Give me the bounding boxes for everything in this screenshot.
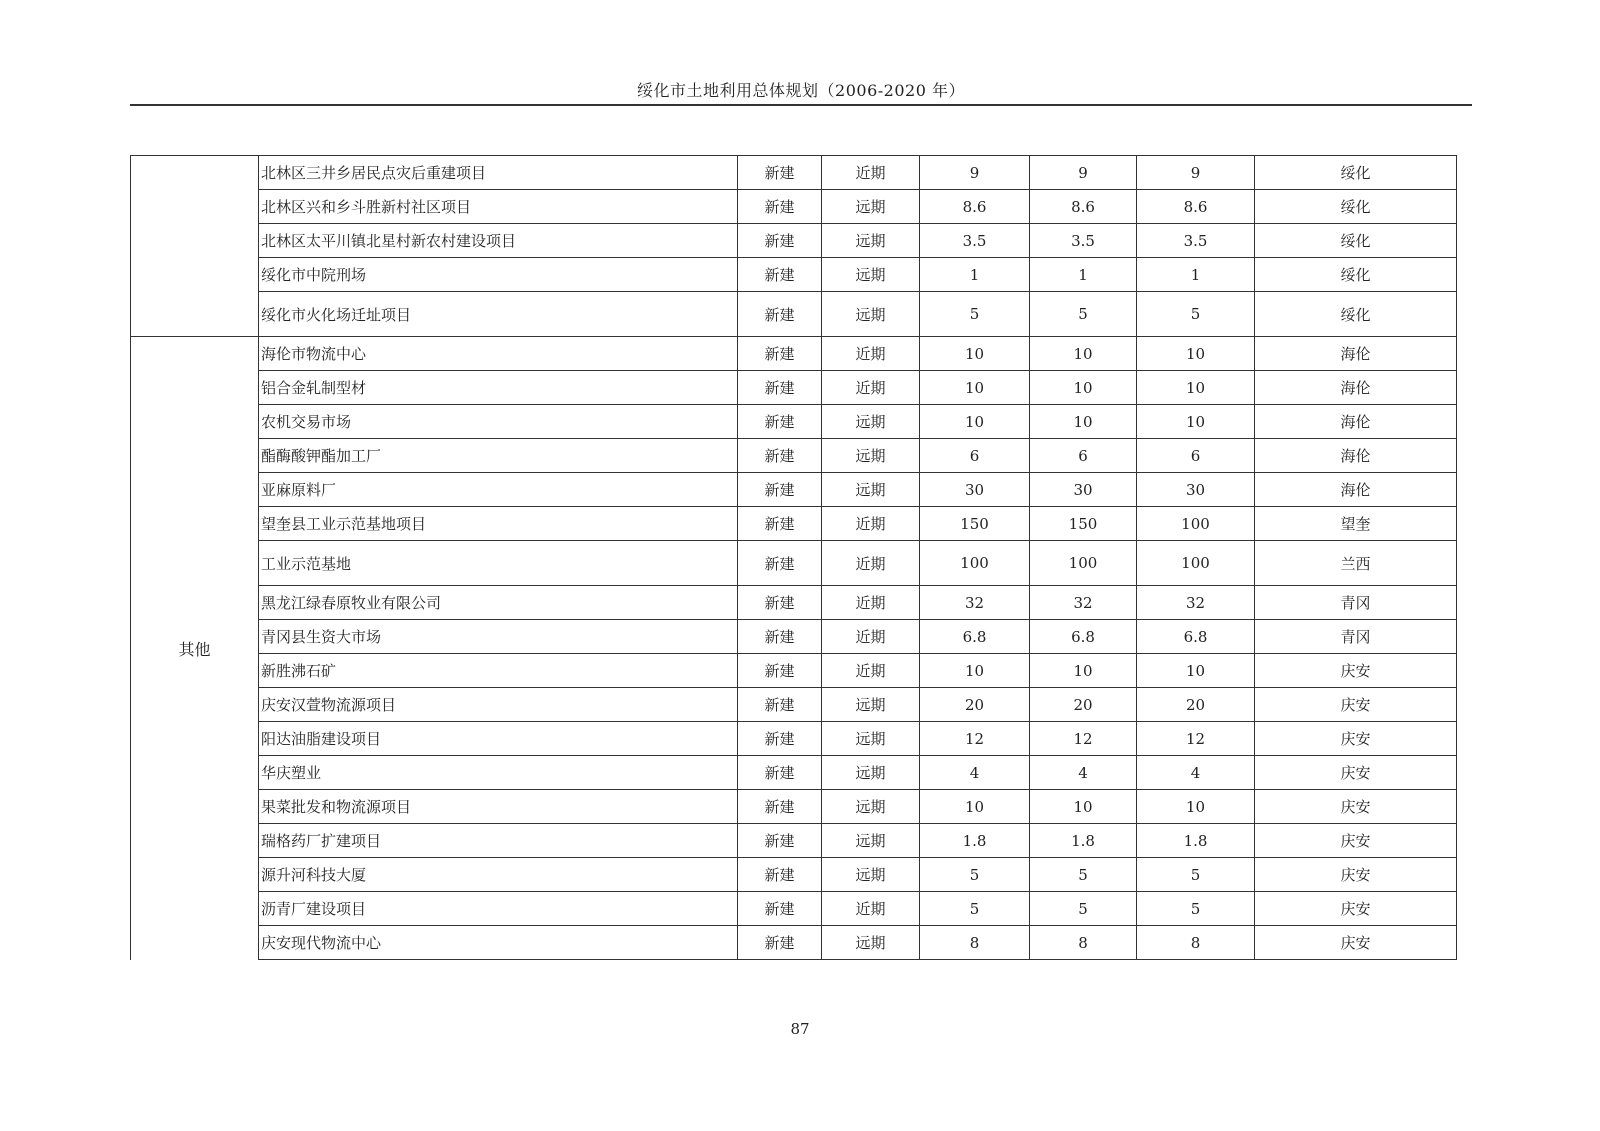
area-total-cell: 1.8 [920, 824, 1030, 858]
table-row [131, 756, 1457, 790]
construction-type-cell: 新建 [738, 258, 822, 292]
area-new-cell: 150 [1030, 507, 1137, 541]
project-name-cell: 酯酶酸钾酯加工厂 [259, 439, 738, 473]
period-cell: 近期 [822, 541, 920, 586]
project-name-cell: 亚麻原料厂 [259, 473, 738, 507]
area-total-cell: 12 [920, 722, 1030, 756]
period-cell: 远期 [822, 756, 920, 790]
area-farmland-cell: 5 [1137, 858, 1255, 892]
construction-type-cell: 新建 [738, 405, 822, 439]
project-table [130, 155, 1457, 960]
construction-type-cell: 新建 [738, 473, 822, 507]
table-row [131, 858, 1457, 892]
project-name-cell: 阳达油脂建设项目 [259, 722, 738, 756]
area-total-cell: 1 [920, 258, 1030, 292]
area-new-cell: 32 [1030, 586, 1137, 620]
area-farmland-cell: 12 [1137, 722, 1255, 756]
region-cell: 青冈 [1255, 586, 1457, 620]
project-name-cell: 沥青厂建设项目 [259, 892, 738, 926]
area-new-cell: 10 [1030, 337, 1137, 371]
construction-type-cell: 新建 [738, 688, 822, 722]
area-new-cell: 5 [1030, 892, 1137, 926]
area-farmland-cell: 5 [1137, 292, 1255, 337]
category-cell [131, 156, 259, 337]
table-row [131, 586, 1457, 620]
construction-type-cell: 新建 [738, 224, 822, 258]
period-cell: 近期 [822, 156, 920, 190]
construction-type-cell: 新建 [738, 190, 822, 224]
table-row [131, 258, 1457, 292]
area-new-cell: 10 [1030, 790, 1137, 824]
area-total-cell: 30 [920, 473, 1030, 507]
region-cell: 海伦 [1255, 439, 1457, 473]
table-row [131, 507, 1457, 541]
area-farmland-cell: 10 [1137, 371, 1255, 405]
construction-type-cell: 新建 [738, 371, 822, 405]
area-farmland-cell: 8 [1137, 926, 1255, 960]
area-total-cell: 5 [920, 892, 1030, 926]
area-total-cell: 8.6 [920, 190, 1030, 224]
area-total-cell: 20 [920, 688, 1030, 722]
area-new-cell: 20 [1030, 688, 1137, 722]
period-cell: 近期 [822, 654, 920, 688]
construction-type-cell: 新建 [738, 790, 822, 824]
area-farmland-cell: 20 [1137, 688, 1255, 722]
area-farmland-cell: 1.8 [1137, 824, 1255, 858]
region-cell: 庆安 [1255, 654, 1457, 688]
project-name-cell: 庆安汉萱物流源项目 [259, 688, 738, 722]
region-cell: 海伦 [1255, 337, 1457, 371]
area-new-cell: 100 [1030, 541, 1137, 586]
region-cell: 绥化 [1255, 224, 1457, 258]
construction-type-cell: 新建 [738, 858, 822, 892]
area-new-cell: 4 [1030, 756, 1137, 790]
area-farmland-cell: 1 [1137, 258, 1255, 292]
page-number: 87 [790, 1020, 810, 1038]
construction-type-cell: 新建 [738, 824, 822, 858]
area-total-cell: 10 [920, 371, 1030, 405]
project-name-cell: 庆安现代物流中心 [259, 926, 738, 960]
region-cell: 庆安 [1255, 892, 1457, 926]
area-new-cell: 8 [1030, 926, 1137, 960]
region-cell: 海伦 [1255, 405, 1457, 439]
project-name-cell: 海伦市物流中心 [259, 337, 738, 371]
region-cell: 庆安 [1255, 756, 1457, 790]
area-farmland-cell: 100 [1137, 507, 1255, 541]
construction-type-cell: 新建 [738, 722, 822, 756]
area-farmland-cell: 10 [1137, 337, 1255, 371]
region-cell: 青冈 [1255, 620, 1457, 654]
table-row [131, 654, 1457, 688]
header-divider [130, 104, 1472, 106]
page-header-title: 绥化市土地利用总体规划（2006-2020 年） [637, 81, 965, 100]
area-new-cell: 5 [1030, 858, 1137, 892]
project-name-cell: 源升河科技大厦 [259, 858, 738, 892]
area-new-cell: 6 [1030, 439, 1137, 473]
area-farmland-cell: 30 [1137, 473, 1255, 507]
table-row [131, 926, 1457, 960]
area-farmland-cell: 4 [1137, 756, 1255, 790]
region-cell: 庆安 [1255, 858, 1457, 892]
area-farmland-cell: 10 [1137, 405, 1255, 439]
project-name-cell: 北林区兴和乡斗胜新村社区项目 [259, 190, 738, 224]
area-total-cell: 10 [920, 405, 1030, 439]
period-cell: 近期 [822, 371, 920, 405]
project-name-cell: 华庆塑业 [259, 756, 738, 790]
area-new-cell: 1.8 [1030, 824, 1137, 858]
area-farmland-cell: 6.8 [1137, 620, 1255, 654]
table-row [131, 722, 1457, 756]
area-total-cell: 3.5 [920, 224, 1030, 258]
table-row [131, 292, 1457, 337]
project-name-cell: 北林区三井乡居民点灾后重建项目 [259, 156, 738, 190]
region-cell: 绥化 [1255, 258, 1457, 292]
construction-type-cell: 新建 [738, 439, 822, 473]
area-farmland-cell: 9 [1137, 156, 1255, 190]
construction-type-cell: 新建 [738, 654, 822, 688]
project-name-cell: 北林区太平川镇北星村新农村建设项目 [259, 224, 738, 258]
construction-type-cell: 新建 [738, 337, 822, 371]
period-cell: 远期 [822, 405, 920, 439]
project-name-cell: 果菜批发和物流源项目 [259, 790, 738, 824]
region-cell: 庆安 [1255, 824, 1457, 858]
table-row [131, 620, 1457, 654]
table-row [131, 892, 1457, 926]
area-total-cell: 5 [920, 292, 1030, 337]
table-row [131, 405, 1457, 439]
table-row [131, 337, 1457, 371]
area-farmland-cell: 5 [1137, 892, 1255, 926]
construction-type-cell: 新建 [738, 892, 822, 926]
construction-type-cell: 新建 [738, 620, 822, 654]
region-cell: 海伦 [1255, 371, 1457, 405]
table-row [131, 371, 1457, 405]
area-farmland-cell: 10 [1137, 790, 1255, 824]
construction-type-cell: 新建 [738, 507, 822, 541]
area-new-cell: 6.8 [1030, 620, 1137, 654]
region-cell: 绥化 [1255, 156, 1457, 190]
area-new-cell: 1 [1030, 258, 1137, 292]
area-total-cell: 4 [920, 756, 1030, 790]
period-cell: 远期 [822, 439, 920, 473]
period-cell: 远期 [822, 473, 920, 507]
area-total-cell: 10 [920, 790, 1030, 824]
region-cell: 海伦 [1255, 473, 1457, 507]
period-cell: 远期 [822, 926, 920, 960]
project-name-cell: 瑞格药厂扩建项目 [259, 824, 738, 858]
project-name-cell: 农机交易市场 [259, 405, 738, 439]
table-row [131, 439, 1457, 473]
period-cell: 远期 [822, 824, 920, 858]
region-cell: 兰西 [1255, 541, 1457, 586]
area-total-cell: 5 [920, 858, 1030, 892]
project-name-cell: 工业示范基地 [259, 541, 738, 586]
table-row [131, 190, 1457, 224]
area-farmland-cell: 3.5 [1137, 224, 1255, 258]
region-cell: 庆安 [1255, 688, 1457, 722]
construction-type-cell: 新建 [738, 756, 822, 790]
project-name-cell: 绥化市中院刑场 [259, 258, 738, 292]
area-new-cell: 3.5 [1030, 224, 1137, 258]
area-new-cell: 9 [1030, 156, 1137, 190]
project-name-cell: 铝合金轧制型材 [259, 371, 738, 405]
period-cell: 近期 [822, 892, 920, 926]
region-cell: 望奎 [1255, 507, 1457, 541]
region-cell: 庆安 [1255, 790, 1457, 824]
table-row [131, 541, 1457, 586]
area-farmland-cell: 8.6 [1137, 190, 1255, 224]
area-new-cell: 10 [1030, 371, 1137, 405]
construction-type-cell: 新建 [738, 292, 822, 337]
project-name-cell: 新胜沸石矿 [259, 654, 738, 688]
area-total-cell: 6 [920, 439, 1030, 473]
table-row [131, 824, 1457, 858]
area-total-cell: 10 [920, 654, 1030, 688]
area-new-cell: 12 [1030, 722, 1137, 756]
period-cell: 远期 [822, 790, 920, 824]
table-row [131, 224, 1457, 258]
project-name-cell: 绥化市火化场迁址项目 [259, 292, 738, 337]
area-new-cell: 10 [1030, 405, 1137, 439]
area-total-cell: 100 [920, 541, 1030, 586]
construction-type-cell: 新建 [738, 926, 822, 960]
period-cell: 远期 [822, 258, 920, 292]
region-cell: 绥化 [1255, 190, 1457, 224]
area-farmland-cell: 100 [1137, 541, 1255, 586]
area-farmland-cell: 32 [1137, 586, 1255, 620]
area-new-cell: 30 [1030, 473, 1137, 507]
area-new-cell: 10 [1030, 654, 1137, 688]
project-name-cell: 望奎县工业示范基地项目 [259, 507, 738, 541]
area-new-cell: 8.6 [1030, 190, 1137, 224]
area-total-cell: 32 [920, 586, 1030, 620]
period-cell: 远期 [822, 190, 920, 224]
period-cell: 近期 [822, 337, 920, 371]
period-cell: 远期 [822, 292, 920, 337]
region-cell: 庆安 [1255, 926, 1457, 960]
area-total-cell: 6.8 [920, 620, 1030, 654]
project-table-body [131, 156, 1457, 960]
period-cell: 远期 [822, 688, 920, 722]
area-total-cell: 150 [920, 507, 1030, 541]
region-cell: 庆安 [1255, 722, 1457, 756]
period-cell: 近期 [822, 620, 920, 654]
area-total-cell: 8 [920, 926, 1030, 960]
construction-type-cell: 新建 [738, 156, 822, 190]
area-farmland-cell: 6 [1137, 439, 1255, 473]
period-cell: 近期 [822, 586, 920, 620]
period-cell: 远期 [822, 224, 920, 258]
area-farmland-cell: 10 [1137, 654, 1255, 688]
construction-type-cell: 新建 [738, 541, 822, 586]
area-total-cell: 9 [920, 156, 1030, 190]
project-name-cell: 黑龙江绿春原牧业有限公司 [259, 586, 738, 620]
table-row [131, 790, 1457, 824]
area-total-cell: 10 [920, 337, 1030, 371]
category-cell: 其他 [131, 337, 259, 960]
period-cell: 远期 [822, 722, 920, 756]
region-cell: 绥化 [1255, 292, 1457, 337]
period-cell: 近期 [822, 507, 920, 541]
table-row [131, 473, 1457, 507]
project-name-cell: 青冈县生资大市场 [259, 620, 738, 654]
area-new-cell: 5 [1030, 292, 1137, 337]
period-cell: 远期 [822, 858, 920, 892]
table-row [131, 156, 1457, 190]
table-row [131, 688, 1457, 722]
construction-type-cell: 新建 [738, 586, 822, 620]
